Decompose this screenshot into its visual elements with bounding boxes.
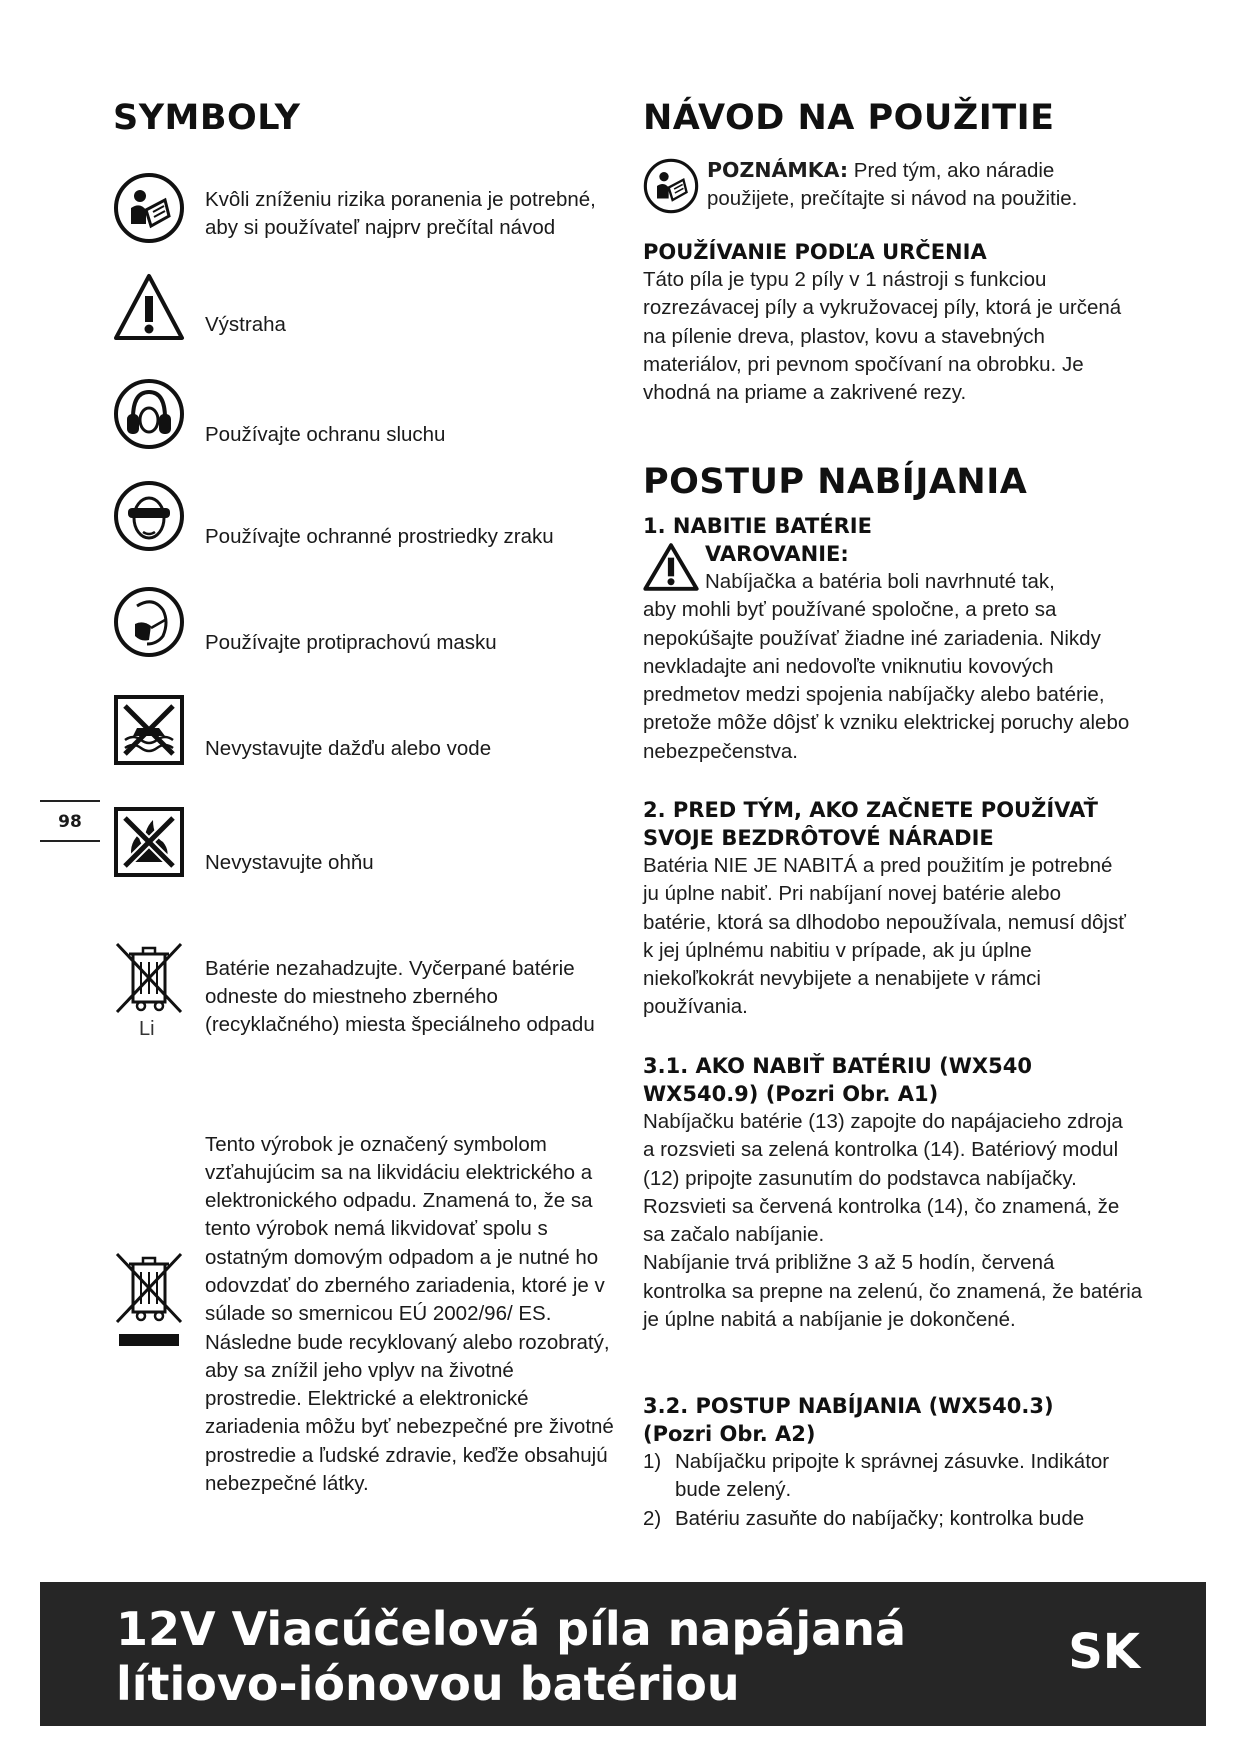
note-label: POZNÁMKA:: [707, 158, 849, 182]
symbol-weee-text: Tento výrobok je označený symbolom vzťahujúcim sa na likvidáciu elektrického a elektronického odpadu. Znamená to, že sa tento výrobok nemá likvidovať spolu s ostatným domovým odpadom a je nutné ho odovzdať do zberného zariadenia, ktoré je v súlade so smernicou EÚ 2002/96/ ES. Následne bude recyklovaný alebo rozobratý, aby sa znížil jeho vplyv na životné prostredie. Elektrické a elektronické zariadenia môžu byť nebezpečné pre životné prostredie a ľudské zdravie, keďže obsahujú nebezpečné látky.: [205, 1132, 614, 1496]
charging-heading: POSTUP NABÍJANIA: [643, 462, 1028, 502]
symbol-battery-recycle-text: Batérie nezahadzujte. Vyčerpané batérie odneste do miestneho zberného (recyklačného) miesta špeciálneho odpadu: [205, 956, 595, 1037]
product-title: 12V Viacúčelová píla napájaná lítiovo-iónovou batériou: [116, 1602, 906, 1711]
symbol-ear-protection-text: Používajte ochranu sluchu: [205, 422, 446, 446]
section-3-1-text-2: Nabíjanie trvá približne 3 až 5 hodín, červená kontrolka sa prepne na zelenú, čo znamená, že batéria je úplne nabitá a nabíjanie je dokončené.: [643, 1251, 1143, 1332]
intended-use-heading: POUŽÍVANIE PODĽA URČENIA: [643, 240, 987, 264]
section-1-text-first: Nabíjačka a batéria boli navrhnuté tak,: [705, 570, 1055, 593]
section-2-heading: 2. PRED TÝM, AKO ZAČNETE POUŽÍVAŤ SVOJE BEZDRÔTOVÉ NÁRADIE: [643, 798, 1098, 850]
read-manual-icon: [113, 172, 185, 244]
symbol-battery-recycle: [113, 940, 613, 1070]
section-3-1-text: Nabíjačku batérie (13) zapojte do napájacieho zdroja a rozsvieti sa zelená kontrolka (14). Batériový modul (12) pripojte zasunutím do podstavca nabíjačky. Rozsvieti sa červená kontrolka (14), čo znamená, že sa začalo nabíjanie.: [643, 1110, 1123, 1247]
note-body: Pred tým, ako náradie použijete, prečítajte si návod na použitie.: [707, 159, 1078, 211]
section-1-warning-label: VAROVANIE:: [705, 542, 849, 566]
section-1-text: aby mohli byť používané spoločne, a preto sa nepokúšajte používať žiadne iné zariadenia. Nikdy nevkladajte ani nedovoľte vniknutiu kovových predmetov medzi spojenia nabíjačky alebo batérie, pretože môže dôjsť k vzniku elektrickej poruchy alebo nebezpečenstva.: [643, 598, 1130, 763]
symbol-warning-text: Výstraha: [205, 312, 286, 336]
section-3-2-heading: 3.2. POSTUP NABÍJANIA (WX540.3) (Pozri Obr. A2): [643, 1394, 1054, 1446]
intended-use-block: [643, 238, 1153, 407]
battery-li-label: Li: [139, 1018, 155, 1040]
section-3-1: [643, 1052, 1153, 1334]
section-1-heading: 1. NABITIE BATÉRIE: [643, 514, 872, 538]
section-1: [643, 512, 1153, 766]
weee-bin-icon: [113, 1250, 185, 1350]
symbol-eye-protection-text: Používajte ochranné prostriedky zraku: [205, 524, 554, 548]
section-3-2-steps: [643, 1448, 1153, 1533]
symbol-read-manual: [113, 172, 613, 262]
symbols-heading: SYMBOLY: [113, 98, 301, 138]
ear-protection-icon: [113, 378, 185, 450]
symbol-dust-mask-text: Používajte protiprachovú masku: [205, 630, 497, 654]
note-block: [643, 156, 1153, 214]
no-fire-icon: [113, 806, 185, 878]
footer-banner: [40, 1582, 1206, 1726]
battery-recycle-bin-icon: [113, 940, 185, 1044]
symbol-no-rain-text: Nevystavujte dažďu alebo vode: [205, 736, 492, 760]
instructions-heading: NÁVOD NA POUŽITIE: [643, 98, 1055, 138]
symbol-warning: [113, 272, 613, 352]
step-item: 2) Batériu zasuňte do nabíjačky; kontrolka bude: [643, 1506, 1085, 1530]
read-manual-note-icon: [643, 158, 699, 214]
symbol-ear-protection: [113, 378, 613, 458]
page-number: 98: [40, 800, 100, 842]
intended-use-text: Táto píla je typu 2 píly v 1 nástroji s funkciou rozrezávacej píly a vykružovacej píly, ktorá je určená na pílenie dreva, plastov, kovu a stavebných materiálov, pri pevnom spočívaní na obrobku. Je vhodná na priame a zakrivené rezy.: [643, 268, 1122, 405]
note-text: [707, 156, 1147, 214]
symbol-no-rain: [113, 694, 613, 774]
dust-mask-icon: [113, 586, 185, 658]
symbol-no-fire: [113, 806, 613, 886]
symbol-eye-protection: [113, 480, 613, 560]
language-code: SK: [1068, 1624, 1140, 1680]
symbol-weee: [113, 1110, 613, 1530]
symbol-dust-mask: [113, 586, 613, 666]
step-item: 1) Nabíjačku pripojte k správnej zásuvke. Indikátor bude zelený.: [643, 1450, 1110, 1502]
no-rain-icon: [113, 694, 185, 766]
eye-protection-icon: [113, 480, 185, 552]
warning-triangle-icon: [113, 272, 185, 344]
section-2-text: Batéria NIE JE NABITÁ a pred použitím je potrebné ju úplne nabiť. Pri nabíjaní novej batérie alebo batérie, ktorá sa dlhodobo nepoužívala, nemusí dôjsť k jej úplnému nabitiu v prípade, ak ju úplne niekoľkokrát nevybijete a nenabijete v rámci používania.: [643, 854, 1126, 1019]
section-3-1-heading: 3.1. AKO NABIŤ BATÉRIU (WX540 WX540.9) (Pozri Obr. A1): [643, 1054, 1032, 1106]
section-2: [643, 796, 1153, 1022]
symbol-no-fire-text: Nevystavujte ohňu: [205, 850, 374, 874]
symbol-read-manual-text: Kvôli zníženiu rizika poranenia je potrebné, aby si používateľ najprv prečítal návod: [205, 187, 596, 239]
warning-icon: [643, 542, 699, 592]
section-3-2: [643, 1392, 1153, 1533]
